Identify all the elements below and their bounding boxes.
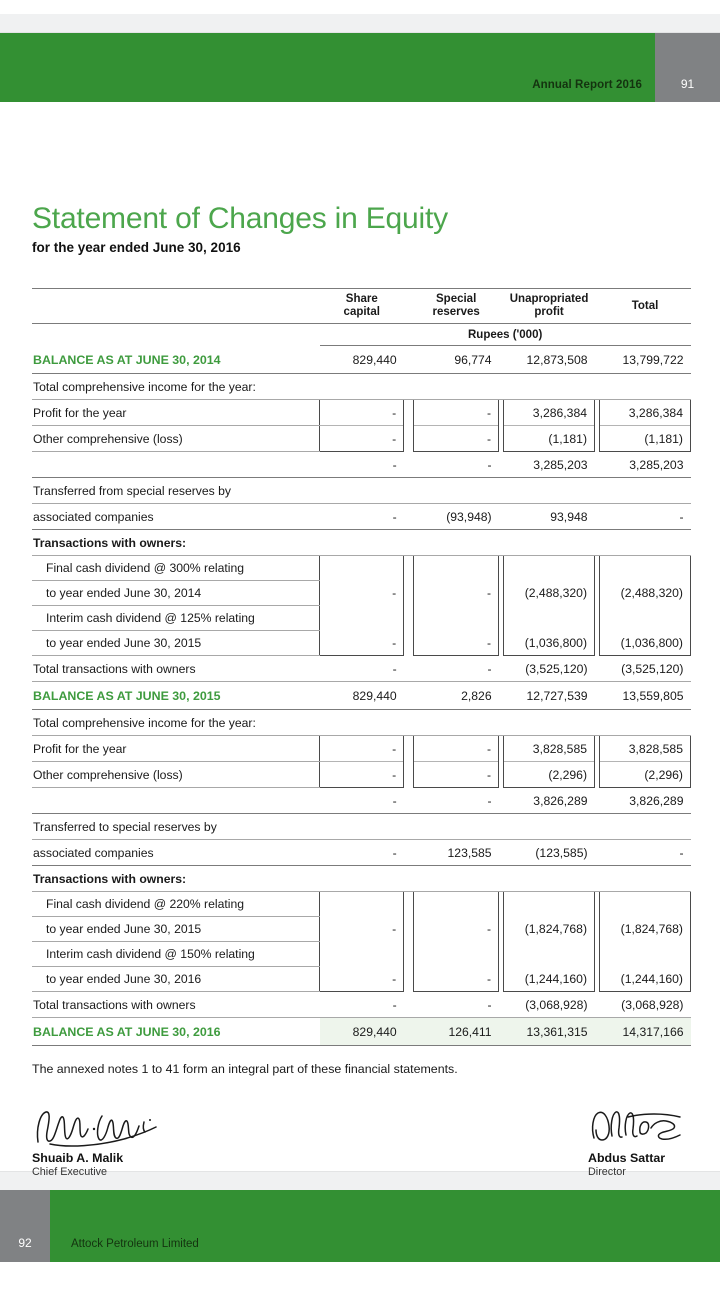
row-label: associated companies — [32, 504, 320, 530]
row-label: Other comprehensive (loss) — [32, 762, 320, 788]
page-subtitle: for the year ended June 30, 2016 — [32, 240, 241, 255]
cell-special-reserves: - — [414, 762, 499, 788]
table-row-balance-2016 — [32, 1018, 691, 1046]
table-row-balance-2014 — [32, 346, 691, 374]
cell-special-reserves: - — [414, 426, 499, 452]
cell-special-reserves: - — [414, 656, 499, 682]
cell-share-capital: - — [320, 992, 404, 1018]
cell-share-capital: 829,440 — [352, 352, 397, 367]
cell-special-reserves: - — [414, 452, 499, 478]
cell-share-capital: - — [320, 400, 404, 426]
row-label: Profit for the year — [32, 400, 320, 426]
cell-share-capital: - — [320, 452, 404, 478]
row-label: Total transactions with owners — [32, 992, 320, 1018]
row-label: Other comprehensive (loss) — [32, 426, 320, 452]
table-header-row — [32, 289, 691, 324]
row-label: Total comprehensive income for the year: — [32, 710, 691, 736]
cell-share-capital — [320, 892, 404, 917]
row-label: Transactions with owners: — [32, 530, 691, 556]
row-label: BALANCE AS AT JUNE 30, 2014 — [33, 352, 221, 367]
cell-total: - — [600, 504, 691, 530]
row-label: to year ended June 30, 2015 — [32, 631, 320, 656]
cell-total: 13,799,722 — [622, 352, 684, 367]
cell-special-reserves: - — [414, 631, 499, 656]
cell-special-reserves: 2,826 — [414, 682, 499, 710]
cell-total: 3,285,203 — [600, 452, 691, 478]
cell-unapropriated-profit: (1,181) — [504, 426, 595, 452]
cell-special-reserves: - — [414, 992, 499, 1018]
table-row-transfer-from-1 — [32, 478, 691, 504]
cell-share-capital: - — [320, 840, 404, 866]
cell-share-capital: - — [320, 504, 404, 530]
row-label: to year ended June 30, 2014 — [32, 581, 320, 606]
cell-special-reserves — [414, 892, 499, 917]
table-row-tci-header-2 — [32, 710, 691, 736]
table-row-interim-div-150-line1 — [32, 942, 691, 967]
cell-special-reserves — [414, 556, 499, 581]
col-header-share-capital: Share capital — [320, 289, 404, 324]
table-row-interim-div-125-line2 — [32, 631, 691, 656]
row-label: Transactions with owners: — [32, 866, 691, 892]
table-row-total-owners-1 — [32, 656, 691, 682]
cell-special-reserves: 96,774 — [454, 352, 492, 367]
annual-report-label: Annual Report 2016 — [532, 79, 642, 91]
col-header-unapropriated-profit: Unapropriated profit — [504, 289, 595, 324]
cell-total: (1,244,160) — [600, 967, 691, 992]
header-green-band — [0, 33, 655, 102]
table-row-final-div-220-line2 — [32, 917, 691, 942]
equity-changes-table — [32, 288, 691, 1046]
row-label: Total transactions with owners — [32, 656, 320, 682]
table-row-profit-2015 — [32, 400, 691, 426]
cell-unapropriated-profit: (2,296) — [504, 762, 595, 788]
footer-gray-block — [0, 1190, 50, 1262]
row-label: Interim cash dividend @ 125% relating — [32, 606, 320, 631]
cell-special-reserves: - — [414, 788, 499, 814]
row-label: Transferred to special reserves by — [32, 814, 691, 840]
cell-total: (2,488,320) — [600, 581, 691, 606]
cell-unapropriated-profit: (3,068,928) — [504, 992, 595, 1018]
row-label: BALANCE AS AT JUNE 30, 2016 — [32, 1018, 320, 1046]
cell-share-capital: - — [320, 656, 404, 682]
cell-unapropriated-profit: 3,826,289 — [504, 788, 595, 814]
cell-special-reserves — [414, 606, 499, 631]
cell-unapropriated-profit: 3,828,585 — [504, 736, 595, 762]
table-row-interim-div-150-line2 — [32, 967, 691, 992]
cell-total: - — [600, 840, 691, 866]
cell-share-capital: - — [320, 967, 404, 992]
signatory-name: Shuaib A. Malik — [32, 1151, 124, 1165]
cell-special-reserves: - — [414, 736, 499, 762]
cell-total — [600, 606, 691, 631]
cell-share-capital: - — [320, 788, 404, 814]
table-row-profit-2016 — [32, 736, 691, 762]
scan-end-margin — [0, 1262, 720, 1308]
cell-total: 14,317,166 — [600, 1018, 691, 1046]
signatory-role: Director — [588, 1166, 626, 1178]
header-page-number: 91 — [680, 77, 695, 91]
cell-total — [600, 892, 691, 917]
cell-total: 3,826,289 — [600, 788, 691, 814]
signature-block-director — [588, 1102, 693, 1178]
cell-total: (2,296) — [600, 762, 691, 788]
units-row — [32, 324, 691, 346]
footer-green-band — [50, 1190, 720, 1262]
scan-top-margin — [0, 0, 720, 14]
cell-unapropriated-profit: (1,036,800) — [504, 631, 595, 656]
table-row-final-div-300-line2 — [32, 581, 691, 606]
cell-unapropriated-profit: 93,948 — [504, 504, 595, 530]
cell-special-reserves: 126,411 — [414, 1018, 499, 1046]
cell-share-capital: - — [320, 631, 404, 656]
col-header-special-reserves: Special reserves — [414, 289, 499, 324]
header-spacer — [32, 289, 320, 324]
cell-share-capital: - — [320, 426, 404, 452]
annexed-notes-text: The annexed notes 1 to 41 form an integral part of these financial statements. — [32, 1062, 458, 1076]
row-label: associated companies — [32, 840, 320, 866]
table-row-tci-header-1 — [32, 374, 691, 400]
row-label: Final cash dividend @ 300% relating — [32, 556, 320, 581]
cell-total: 3,286,384 — [600, 400, 691, 426]
table-row-transfer-to-2 — [32, 840, 691, 866]
page-title: Statement of Changes in Equity — [32, 202, 448, 235]
cell-unapropriated-profit — [504, 606, 595, 631]
cell-unapropriated-profit — [504, 942, 595, 967]
cell-share-capital: - — [320, 917, 404, 942]
cell-share-capital: 829,440 — [320, 1018, 404, 1046]
scan-top-strip — [0, 14, 720, 33]
page-footer — [0, 1190, 720, 1262]
cell-total: (3,525,120) — [600, 656, 691, 682]
cell-share-capital: - — [320, 581, 404, 606]
table-row-owners-header-1 — [32, 530, 691, 556]
cell-unapropriated-profit: (3,525,120) — [504, 656, 595, 682]
row-label: Total comprehensive income for the year: — [32, 374, 691, 400]
cell-unapropriated-profit: (123,585) — [504, 840, 595, 866]
cell-share-capital — [320, 942, 404, 967]
signature-image-shuaib-a-malik — [32, 1102, 182, 1150]
cell-share-capital — [320, 556, 404, 581]
cell-special-reserves: - — [414, 581, 499, 606]
cell-special-reserves: - — [414, 967, 499, 992]
cell-total: (1,181) — [600, 426, 691, 452]
row-label: to year ended June 30, 2015 — [32, 917, 320, 942]
cell-unapropriated-profit: (1,244,160) — [504, 967, 595, 992]
cell-total — [600, 942, 691, 967]
table-row-tci-total-2 — [32, 788, 691, 814]
cell-total — [600, 556, 691, 581]
cell-total: (1,824,768) — [600, 917, 691, 942]
cell-total: (3,068,928) — [600, 992, 691, 1018]
cell-share-capital — [320, 606, 404, 631]
footer-page-number: 92 — [18, 1236, 32, 1250]
signature-image-abdus-sattar — [588, 1102, 693, 1150]
row-label: to year ended June 30, 2016 — [32, 967, 320, 992]
document-sheet — [0, 102, 720, 1178]
cell-special-reserves: (93,948) — [414, 504, 499, 530]
signatory-name: Abdus Sattar — [588, 1151, 666, 1165]
table-row-oci-2016 — [32, 762, 691, 788]
table-row-interim-div-125-line1 — [32, 606, 691, 631]
cell-unapropriated-profit — [504, 556, 595, 581]
table-row-owners-header-2 — [32, 866, 691, 892]
header-gray-block — [655, 33, 720, 102]
table-row-balance-2015 — [32, 682, 691, 710]
cell-unapropriated-profit: 13,361,315 — [504, 1018, 595, 1046]
table-row-final-div-300-line1 — [32, 556, 691, 581]
cell-unapropriated-profit — [504, 892, 595, 917]
table-row-transfer-from-2 — [32, 504, 691, 530]
row-label: Interim cash dividend @ 150% relating — [32, 942, 320, 967]
table-row-tci-total-1 — [32, 452, 691, 478]
row-label — [32, 452, 320, 478]
row-label: Transferred from special reserves by — [32, 478, 691, 504]
signature-block-chief-executive — [32, 1102, 182, 1178]
row-label: Profit for the year — [32, 736, 320, 762]
cell-special-reserves — [414, 942, 499, 967]
table-row-transfer-to-1 — [32, 814, 691, 840]
col-header-total: Total — [600, 289, 691, 324]
table-row-final-div-220-line1 — [32, 892, 691, 917]
cell-unapropriated-profit: 12,873,508 — [526, 352, 588, 367]
cell-special-reserves: - — [414, 917, 499, 942]
cell-unapropriated-profit: 12,727,539 — [504, 682, 595, 710]
cell-special-reserves: - — [414, 400, 499, 426]
cell-unapropriated-profit: (2,488,320) — [504, 581, 595, 606]
cell-share-capital: 829,440 — [320, 682, 404, 710]
cell-unapropriated-profit: 3,285,203 — [504, 452, 595, 478]
cell-special-reserves: 123,585 — [414, 840, 499, 866]
signatory-role: Chief Executive — [32, 1166, 108, 1178]
row-label: BALANCE AS AT JUNE 30, 2015 — [32, 682, 320, 710]
table-row-oci-2015 — [32, 426, 691, 452]
cell-total: 3,828,585 — [600, 736, 691, 762]
row-label: Final cash dividend @ 220% relating — [32, 892, 320, 917]
footer-company-name: Attock Petroleum Limited — [71, 1238, 199, 1250]
cell-unapropriated-profit: 3,286,384 — [504, 400, 595, 426]
row-label — [32, 788, 320, 814]
cell-share-capital: - — [320, 762, 404, 788]
cell-share-capital: - — [320, 736, 404, 762]
cell-total: 13,559,805 — [600, 682, 691, 710]
table-row-total-owners-2 — [32, 992, 691, 1018]
units-label: Rupees ('000) — [320, 324, 691, 346]
cell-total: (1,036,800) — [600, 631, 691, 656]
cell-unapropriated-profit: (1,824,768) — [504, 917, 595, 942]
page-header — [0, 33, 720, 102]
